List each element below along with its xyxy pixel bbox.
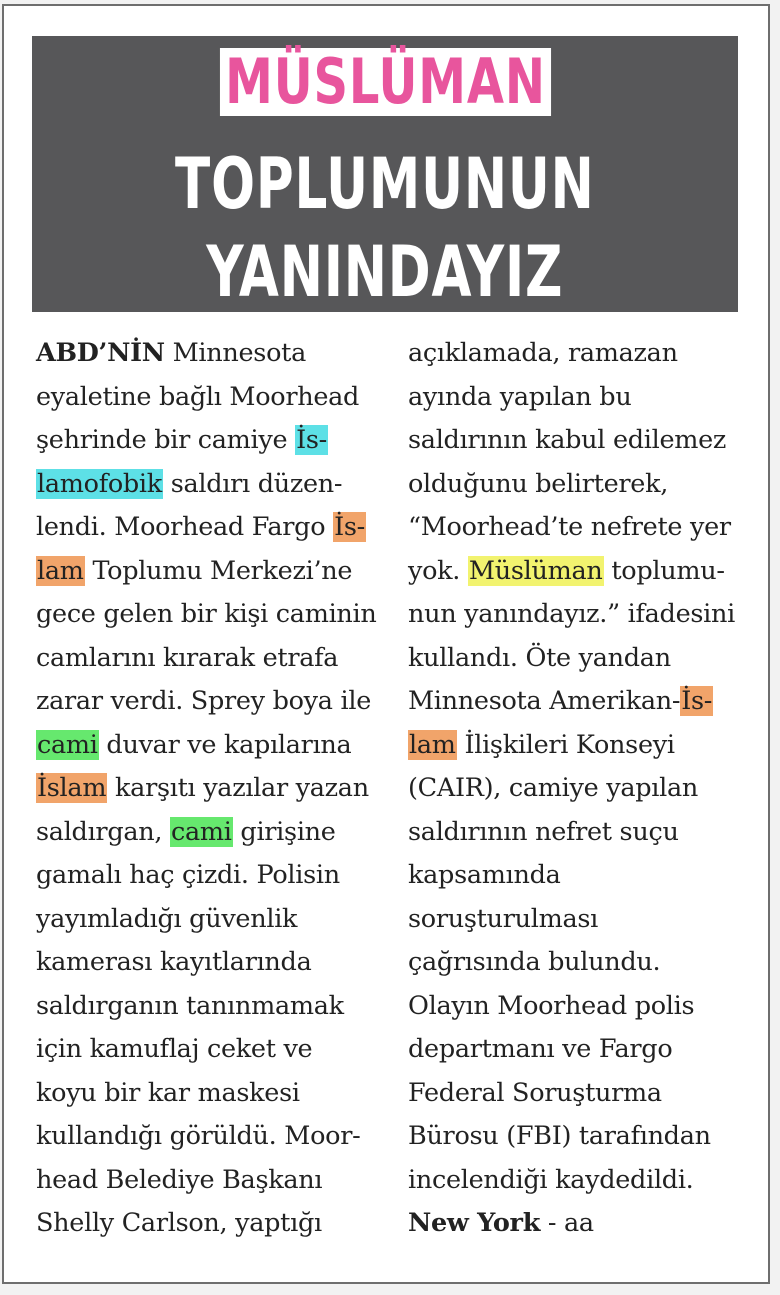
text-segment: Bürosu (FBI) tarafından <box>408 1121 711 1151</box>
text-line <box>408 854 748 898</box>
text-line <box>36 332 386 376</box>
highlighted-word: İs- <box>334 512 365 542</box>
headline-text-2: TOPLUMUNUN <box>175 143 595 225</box>
text-segment: gamalı haç çizdi. Polisin <box>36 860 340 890</box>
text-segment: kamerası kayıtlarında <box>36 947 312 977</box>
text-segment: yok. <box>408 555 468 586</box>
article-column-right <box>408 332 748 1246</box>
text-segment: girişine <box>232 816 336 847</box>
text-segment: Federal Soruşturma <box>408 1077 662 1108</box>
text-line <box>36 463 386 507</box>
text-line <box>408 1202 748 1246</box>
text-segment: eyaletine bağlı Moorhead <box>36 381 360 412</box>
text-segment: kullandığı görüldü. Moor- <box>36 1121 361 1151</box>
bold-lead-text: New York <box>408 1208 541 1238</box>
text-line <box>408 985 748 1029</box>
text-line <box>36 680 386 724</box>
text-line <box>36 1072 386 1116</box>
headline-line-1 <box>32 45 738 118</box>
text-line <box>36 985 386 1029</box>
text-line <box>36 419 386 463</box>
text-segment: saldırgan, <box>36 816 170 847</box>
headline-banner <box>32 36 738 312</box>
headline-text-3: YANINDAYIZ <box>206 231 564 313</box>
text-line <box>408 463 748 507</box>
highlighted-word: cami <box>170 816 232 847</box>
text-line <box>408 593 748 637</box>
text-line <box>408 898 748 942</box>
text-segment: açıklamada, ramazan <box>408 338 678 368</box>
highlighted-word: cami <box>37 729 98 760</box>
highlighted-word: lam <box>409 729 456 760</box>
text-line <box>36 811 386 855</box>
text-segment: saldırganın tanınmamak <box>36 990 344 1021</box>
text-line <box>408 1072 748 1116</box>
text-segment: nun yanındayız.” ifadesini <box>408 599 735 629</box>
text-segment: Minnesota Amerikan- <box>408 686 681 716</box>
headline-line-2 <box>32 144 738 224</box>
text-segment: için kamuflaj ceket ve <box>36 1034 313 1064</box>
text-segment: head Belediye Başkanı <box>36 1164 323 1195</box>
text-line <box>408 1115 748 1159</box>
highlighted-word: lam <box>37 555 84 586</box>
text-segment: zarar verdi. Sprey boya ile <box>36 686 371 716</box>
text-line <box>36 1115 386 1159</box>
text-segment: saldırının nefret suçu <box>408 816 679 847</box>
text-line <box>36 637 386 681</box>
text-line <box>36 767 386 811</box>
text-line <box>36 1159 386 1203</box>
text-segment: kapsamında <box>408 860 561 890</box>
text-segment: koyu bir kar maskesi <box>36 1077 300 1108</box>
text-line <box>408 724 748 768</box>
text-line <box>408 811 748 855</box>
highlighted-word: İslam <box>37 773 107 803</box>
text-line <box>408 506 748 550</box>
text-line <box>36 1028 386 1072</box>
text-segment: soruşturulması <box>408 903 599 934</box>
article-column-left <box>36 332 386 1246</box>
text-line <box>408 376 748 420</box>
text-line <box>36 898 386 942</box>
text-line <box>36 593 386 637</box>
text-segment: olduğunu belirterek, <box>408 468 669 499</box>
text-segment: lendi. Moorhead Fargo <box>36 512 334 542</box>
text-segment: toplumu- <box>603 555 725 586</box>
text-line <box>408 680 748 724</box>
text-line <box>36 1202 386 1246</box>
text-segment: saldırı düzen- <box>162 468 343 499</box>
text-line <box>408 550 748 594</box>
text-line <box>408 332 748 376</box>
text-segment: yayımladığı güvenlik <box>36 903 298 934</box>
text-line <box>36 376 386 420</box>
text-segment: karşıtı yazılar yazan <box>107 773 369 803</box>
text-line <box>36 506 386 550</box>
text-segment: Shelly Carlson, yaptığı <box>36 1208 322 1238</box>
highlighted-word: İs- <box>296 425 327 455</box>
text-line <box>36 941 386 985</box>
text-segment: Minnesota <box>164 338 306 368</box>
highlighted-word: Müslüman <box>468 555 603 586</box>
text-segment: - aa <box>540 1208 594 1238</box>
text-segment: kullandı. Öte yandan <box>408 642 671 673</box>
highlighted-word: İs- <box>681 686 713 716</box>
text-line <box>408 941 748 985</box>
text-line <box>36 854 386 898</box>
text-segment: şehrinde bir camiye <box>36 425 296 455</box>
text-segment: Toplumu Merkezi’ne <box>84 555 353 586</box>
text-line <box>408 767 748 811</box>
text-segment: duvar ve kapılarına <box>98 729 352 760</box>
text-segment: departmanı ve Fargo <box>408 1034 673 1064</box>
text-segment: çağrısında bulundu. <box>408 947 661 977</box>
text-segment: (CAIR), camiye yapılan <box>408 773 698 803</box>
headline-accent-word: MÜSLÜMAN <box>219 48 550 116</box>
highlighted-word: lamofobik <box>37 468 162 499</box>
text-segment: saldırının kabul edilemez <box>408 425 727 455</box>
text-segment: incelendiği kaydedildi. <box>408 1164 694 1195</box>
headline-line-3 <box>32 232 738 312</box>
text-segment: gece gelen bir kişi caminin <box>36 599 377 629</box>
text-segment: İlişkileri Konseyi <box>456 729 675 760</box>
bold-lead-text: ABD’NİN <box>36 338 165 368</box>
text-line <box>36 550 386 594</box>
text-line <box>36 724 386 768</box>
text-segment: “Moorhead’te nefrete yer <box>408 512 731 542</box>
text-line <box>408 637 748 681</box>
text-line <box>408 1159 748 1203</box>
text-segment: camlarını kırarak etrafa <box>36 642 339 673</box>
text-line <box>408 419 748 463</box>
text-line <box>408 1028 748 1072</box>
text-segment: ayında yapılan bu <box>408 381 632 412</box>
text-segment: Olayın Moorhead polis <box>408 990 695 1021</box>
